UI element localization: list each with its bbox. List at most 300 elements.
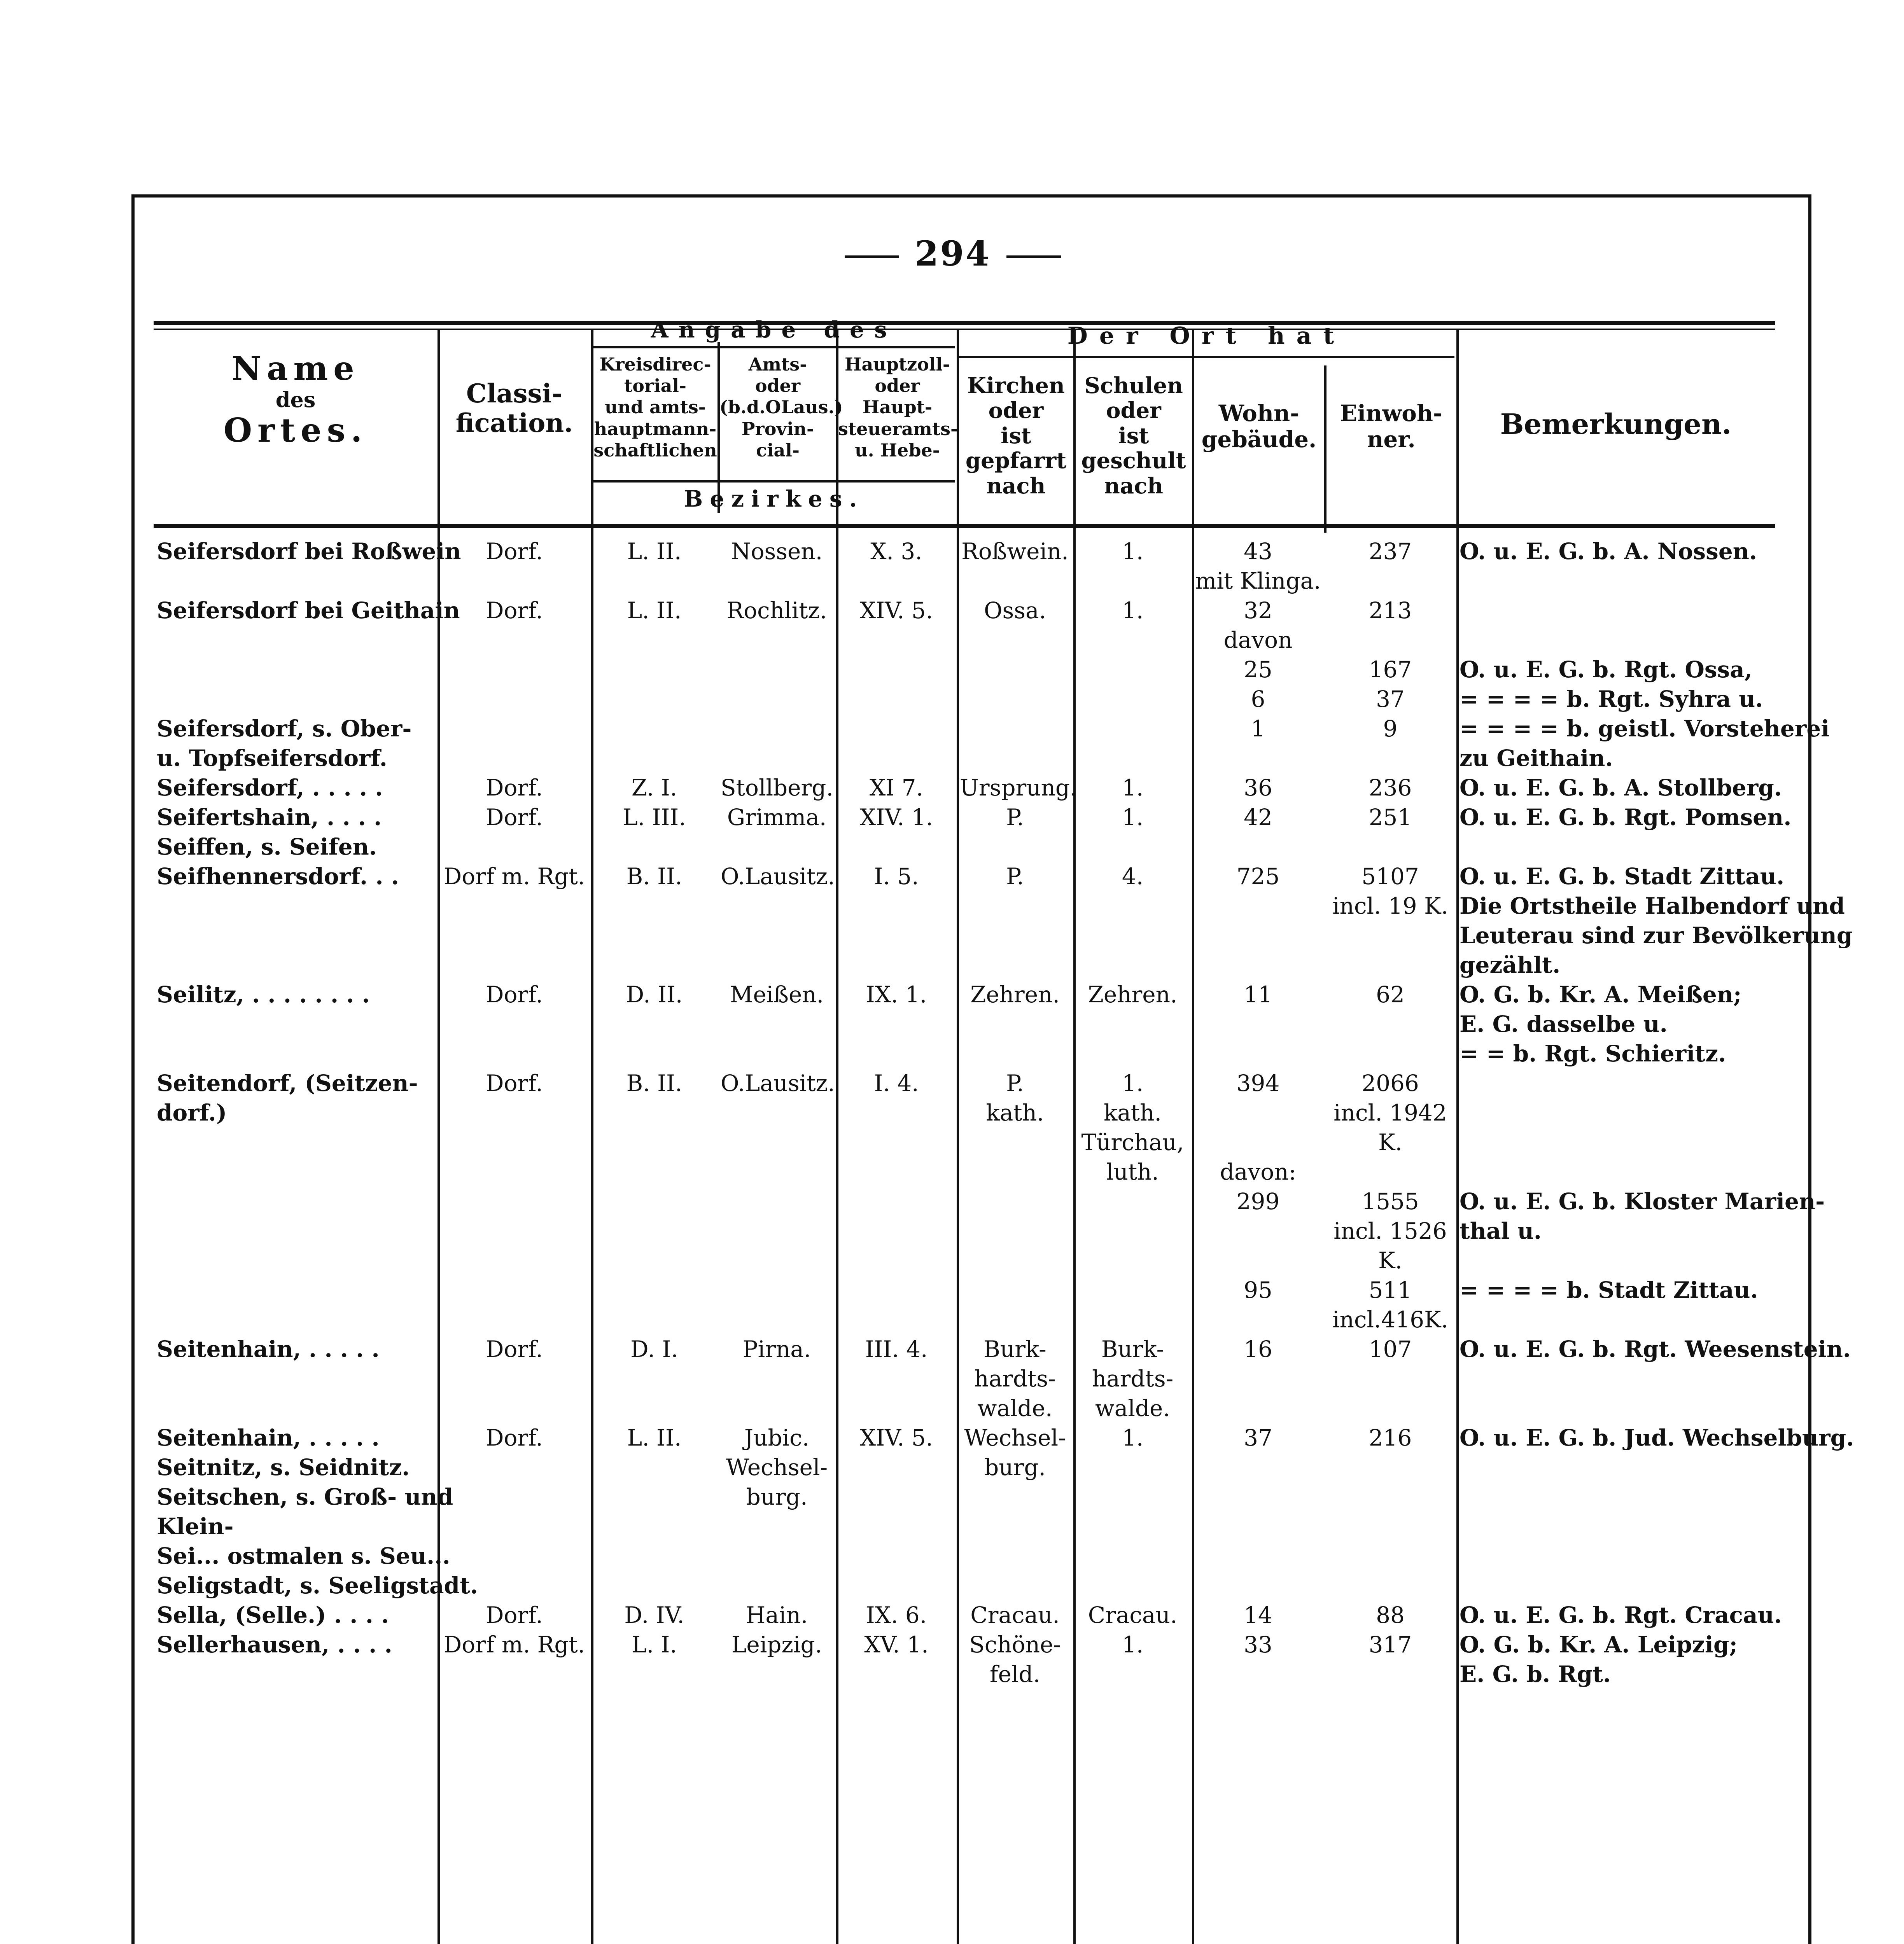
bemerkung-cell: = = b. Rgt. Schieritz.: [1460, 1040, 1726, 1067]
amts-cell: [718, 1246, 836, 1275]
einwohner-cell: 2066: [1362, 1070, 1419, 1096]
kreis-cell: [591, 655, 718, 684]
kirchen-cell: Zehren.: [970, 981, 1060, 1008]
amts-cell: Leipzig.: [731, 1631, 822, 1658]
einwohner-cell: 317: [1368, 1631, 1412, 1658]
classification-cell: [438, 1128, 591, 1157]
bemerkung-cell: [1456, 1157, 1775, 1187]
table-row: [154, 684, 1775, 714]
schulen-cell: Cracau.: [1088, 1602, 1178, 1628]
place-name-cell: [154, 1187, 438, 1216]
kreis-cell: Z. I.: [631, 774, 677, 801]
amts-cell: [718, 1364, 836, 1393]
wohngebaeude-cell: [1192, 921, 1324, 950]
kreis-cell: [591, 1039, 718, 1068]
kirchen-cell: [957, 1157, 1073, 1187]
haupt-cell: [836, 1128, 957, 1157]
table-row: [154, 1482, 1775, 1512]
place-name-cell: Seligstadt, s. Seeligstadt.: [157, 1572, 478, 1599]
header-rule-bottom: [154, 524, 1775, 528]
wohngebaeude-cell: 95: [1244, 1277, 1272, 1303]
place-name-cell: [154, 1157, 438, 1187]
classification-cell: [438, 1246, 591, 1275]
place-name-cell: Seiffen, s. Seifen.: [157, 834, 377, 860]
kreis-cell: D. I.: [630, 1336, 678, 1362]
table-row: [154, 714, 1775, 743]
header-name: Name des Ortes.: [223, 349, 368, 449]
amts-cell: [718, 684, 836, 714]
einwohner-cell: [1324, 743, 1456, 773]
classification-cell: [438, 743, 591, 773]
amts-cell: O.Lausitz.: [721, 1070, 835, 1096]
header-schulen: Schulen oder ist geschult nach: [1081, 373, 1186, 499]
amts-cell: Rochlitz.: [726, 597, 827, 624]
classification-cell: [438, 625, 591, 655]
schulen-cell: [1073, 1305, 1192, 1334]
bemerkung-cell: O. u. E. G. b. Jud. Wechselburg.: [1460, 1425, 1854, 1451]
table-row: [154, 1423, 1775, 1453]
classification-cell: Dorf.: [486, 804, 543, 830]
schulen-cell: 1.: [1122, 538, 1144, 565]
table-row: [154, 862, 1775, 891]
bemerkung-cell: zu Geithain.: [1460, 745, 1613, 771]
wohngebaeude-cell: 6: [1251, 686, 1265, 712]
table-row: [154, 802, 1775, 832]
kreis-cell: [591, 1216, 718, 1246]
place-name-cell: Seifersdorf, . . . . .: [157, 774, 383, 801]
place-name-cell: Sella, (Selle.) . . . .: [157, 1602, 389, 1628]
wohngebaeude-cell: [1192, 950, 1324, 980]
kreis-cell: [591, 832, 718, 862]
table-row: [154, 832, 1775, 862]
schulen-cell: [1073, 1541, 1192, 1571]
schulen-cell: Zehren.: [1088, 981, 1178, 1008]
wohngebaeude-cell: [1192, 1009, 1324, 1039]
kirchen-cell: [957, 1246, 1073, 1275]
place-name-cell: [154, 1393, 438, 1423]
schulen-cell: [1073, 832, 1192, 862]
table-row: [154, 625, 1775, 655]
haupt-cell: [836, 1364, 957, 1393]
header-wohn: Wohn- gebäude.: [1201, 400, 1317, 453]
classification-cell: [438, 1187, 591, 1216]
amts-cell: [718, 1512, 836, 1541]
haupt-cell: XIV. 5.: [859, 1425, 933, 1451]
bemerkung-cell: O. G. b. Kr. A. Leipzig;: [1460, 1631, 1738, 1658]
amts-cell: [718, 1659, 836, 1689]
haupt-cell: [836, 1098, 957, 1128]
einwohner-cell: 511: [1368, 1277, 1412, 1303]
einwohner-cell: [1324, 1482, 1456, 1512]
table-row: [154, 1512, 1775, 1541]
amts-cell: Grimma.: [727, 804, 827, 830]
classification-cell: [438, 1275, 591, 1305]
wohngebaeude-cell: [1192, 832, 1324, 862]
table-row: [154, 1541, 1775, 1571]
wohngebaeude-cell: [1192, 1246, 1324, 1275]
table-row: [154, 1039, 1775, 1068]
haupt-cell: [836, 1541, 957, 1571]
wohngebaeude-cell: 394: [1236, 1070, 1280, 1096]
kirchen-cell: [957, 1305, 1073, 1334]
table-row: [154, 1305, 1775, 1334]
amts-cell: [718, 950, 836, 980]
wohngebaeude-cell: 725: [1236, 863, 1280, 890]
bemerkung-cell: [1456, 596, 1775, 625]
classification-cell: Dorf.: [486, 597, 543, 624]
classification-cell: [438, 832, 591, 862]
haupt-cell: [836, 950, 957, 980]
bemerkung-cell: E. G. dasselbe u.: [1460, 1011, 1668, 1037]
wohngebaeude-cell: [1192, 1453, 1324, 1482]
wohngebaeude-cell: [1192, 1541, 1324, 1571]
place-name-cell: [154, 950, 438, 980]
wohngebaeude-cell: 25: [1244, 656, 1272, 683]
kirchen-cell: burg.: [984, 1454, 1046, 1481]
table-row: [154, 1098, 1775, 1128]
kirchen-cell: [957, 714, 1073, 743]
haupt-cell: [836, 655, 957, 684]
kirchen-cell: [957, 1128, 1073, 1157]
place-name-cell: [154, 1039, 438, 1068]
wohngebaeude-cell: [1192, 1393, 1324, 1423]
kirchen-cell: Ossa.: [984, 597, 1046, 624]
einwohner-cell: K.: [1378, 1129, 1402, 1156]
header-kreis: Kreisdirec- torial- und amts- hauptmann- schaftlichen: [593, 354, 717, 461]
kreis-cell: [591, 921, 718, 950]
schulen-cell: [1073, 1659, 1192, 1689]
table-row: [154, 596, 1775, 625]
place-name-cell: [154, 1305, 438, 1334]
schulen-cell: [1073, 1571, 1192, 1600]
bemerkung-cell: O. u. E. G. b. A. Stollberg.: [1460, 774, 1782, 801]
kreis-cell: B. II.: [626, 863, 682, 890]
schulen-cell: 1.: [1122, 774, 1144, 801]
haupt-cell: X. 3.: [870, 538, 922, 565]
schulen-cell: [1073, 1275, 1192, 1305]
haupt-cell: [836, 1216, 957, 1246]
schulen-cell: walde.: [1095, 1395, 1170, 1421]
schulen-cell: [1073, 1482, 1192, 1512]
schulen-cell: 1.: [1122, 1070, 1144, 1096]
kirchen-cell: hardts-: [974, 1365, 1056, 1392]
bemerkung-cell: thal u.: [1460, 1218, 1542, 1244]
kreis-cell: [591, 1482, 718, 1512]
amts-cell: [718, 1541, 836, 1571]
haupt-cell: [836, 891, 957, 921]
place-name-cell: dorf.): [157, 1100, 227, 1126]
bemerkung-cell: Die Ortstheile Halbendorf und: [1460, 893, 1845, 919]
table-row: [154, 1009, 1775, 1039]
amts-cell: Nossen.: [731, 538, 823, 565]
haupt-cell: [836, 1393, 957, 1423]
schulen-cell: [1073, 1453, 1192, 1482]
kreis-cell: [591, 1187, 718, 1216]
kreis-cell: [591, 684, 718, 714]
place-name-cell: [154, 1246, 438, 1275]
kirchen-cell: [957, 891, 1073, 921]
classification-cell: [438, 684, 591, 714]
haupt-cell: XIV. 1.: [859, 804, 933, 830]
einwohner-cell: 216: [1368, 1425, 1412, 1451]
kreis-cell: [591, 1393, 718, 1423]
amts-cell: [718, 566, 836, 596]
schulen-cell: 4.: [1122, 863, 1144, 890]
wohngebaeude-cell: [1192, 1364, 1324, 1393]
place-name-cell: Seitnitz, s. Seidnitz.: [157, 1454, 410, 1481]
table-row: [154, 1216, 1775, 1246]
kreis-cell: [591, 1364, 718, 1393]
kirchen-cell: [957, 1039, 1073, 1068]
kirchen-cell: Burk-: [984, 1336, 1046, 1362]
einwohner-cell: [1324, 1393, 1456, 1423]
einwohner-cell: [1324, 1039, 1456, 1068]
place-name-cell: Seifersdorf bei Roßwein: [157, 538, 461, 565]
classification-cell: [438, 1305, 591, 1334]
kreis-cell: [591, 1275, 718, 1305]
schulen-cell: [1073, 684, 1192, 714]
classification-cell: [438, 1364, 591, 1393]
wohngebaeude-cell: 299: [1236, 1188, 1280, 1215]
haupt-cell: [836, 714, 957, 743]
table-row: [154, 1364, 1775, 1393]
wohngebaeude-cell: [1192, 1305, 1324, 1334]
header-classification: Classi- fication.: [455, 378, 573, 438]
kreis-cell: [591, 1246, 718, 1275]
einwohner-cell: [1324, 1512, 1456, 1541]
wohngebaeude-cell: davon: [1223, 627, 1293, 653]
wohngebaeude-cell: [1192, 1039, 1324, 1068]
kirchen-cell: [957, 1216, 1073, 1246]
place-name-cell: Seitenhain, . . . . .: [157, 1425, 380, 1451]
kreis-cell: B. II.: [626, 1070, 682, 1096]
bemerkung-cell: O. u. E. G. b. Stadt Zittau.: [1460, 863, 1785, 890]
bemerkung-cell: [1456, 1453, 1775, 1482]
haupt-cell: I. 5.: [874, 863, 919, 890]
kirchen-cell: P.: [1006, 863, 1024, 890]
classification-cell: [438, 1216, 591, 1246]
haupt-cell: [836, 1246, 957, 1275]
place-name-cell: Seitschen, s. Groß- und: [157, 1484, 453, 1510]
amts-cell: Wechsel-: [726, 1454, 828, 1481]
table-row: [154, 1600, 1775, 1630]
bemerkung-cell: O. u. E. G. b. Rgt. Pomsen.: [1460, 804, 1792, 830]
place-name-cell: [154, 1128, 438, 1157]
amts-cell: [718, 1009, 836, 1039]
einwohner-cell: incl.416K.: [1332, 1306, 1448, 1333]
haupt-cell: III. 4.: [865, 1336, 928, 1362]
haupt-cell: [836, 1009, 957, 1039]
schulen-cell: 1.: [1122, 597, 1144, 624]
wohngebaeude-cell: 36: [1244, 774, 1272, 801]
bemerkung-cell: [1456, 1364, 1775, 1393]
kreis-cell: [591, 566, 718, 596]
einwohner-cell: [1324, 625, 1456, 655]
kreis-cell: [591, 1453, 718, 1482]
schulen-cell: Burk-: [1101, 1336, 1164, 1362]
schulen-cell: [1073, 1512, 1192, 1541]
table-row: [154, 1128, 1775, 1157]
place-name-cell: [154, 566, 438, 596]
einwohner-cell: 1555: [1362, 1188, 1419, 1215]
header-kirchen: Kirchen oder ist gepfarrt nach: [965, 373, 1067, 499]
amts-cell: burg.: [746, 1484, 808, 1510]
haupt-cell: I. 4.: [874, 1070, 919, 1096]
classification-cell: Dorf.: [486, 538, 543, 565]
einwohner-cell: 5107: [1362, 863, 1419, 890]
schulen-cell: [1073, 950, 1192, 980]
schulen-cell: hardts-: [1092, 1365, 1174, 1392]
wohngebaeude-cell: 33: [1244, 1631, 1272, 1658]
einwohner-cell: incl. 1526: [1334, 1218, 1447, 1244]
schulen-cell: [1073, 625, 1192, 655]
kreis-cell: [591, 1512, 718, 1541]
kreis-cell: L. II.: [627, 538, 682, 565]
table-row: [154, 921, 1775, 950]
table-row: [154, 1334, 1775, 1364]
einwohner-cell: [1324, 832, 1456, 862]
kirchen-cell: kath.: [986, 1100, 1044, 1126]
table-row: [154, 655, 1775, 684]
wohngebaeude-cell: [1192, 1128, 1324, 1157]
classification-cell: [438, 566, 591, 596]
table-row: [154, 1275, 1775, 1305]
wohngebaeude-cell: 37: [1244, 1425, 1272, 1451]
kirchen-cell: Roßwein.: [961, 538, 1069, 565]
wohngebaeude-cell: [1192, 1659, 1324, 1689]
kreis-cell: [591, 1009, 718, 1039]
amts-cell: [718, 1157, 836, 1187]
table-row: [154, 537, 1775, 566]
table-row: [154, 891, 1775, 921]
einwohner-cell: [1324, 1009, 1456, 1039]
classification-cell: Dorf.: [486, 774, 543, 801]
kirchen-cell: walde.: [977, 1395, 1053, 1421]
place-name-cell: Seifhennersdorf. . .: [157, 863, 399, 890]
place-name-cell: Seitenhain, . . . . .: [157, 1336, 380, 1362]
wohngebaeude-cell: [1192, 1512, 1324, 1541]
kreis-cell: D. II.: [626, 981, 683, 1008]
amts-cell: Jubic.: [744, 1425, 810, 1451]
wohngebaeude-cell: 14: [1244, 1602, 1272, 1628]
bemerkung-cell: [1456, 1068, 1775, 1098]
bemerkung-cell: [1456, 832, 1775, 862]
classification-cell: [438, 714, 591, 743]
haupt-cell: [836, 566, 957, 596]
haupt-cell: [836, 743, 957, 773]
schulen-cell: Türchau,: [1081, 1129, 1184, 1156]
wohngebaeude-cell: [1192, 1482, 1324, 1512]
header-bemerkungen: Bemerkungen.: [1500, 407, 1732, 441]
bemerkung-cell: [1456, 1571, 1775, 1600]
header-group-angabe: Angabe des: [651, 316, 897, 343]
haupt-cell: XI 7.: [870, 774, 923, 801]
place-name-cell: [154, 1216, 438, 1246]
data-table: [154, 537, 1854, 1689]
classification-cell: [438, 1157, 591, 1187]
kreis-cell: [591, 1571, 718, 1600]
schulen-cell: 1.: [1122, 1425, 1144, 1451]
kirchen-cell: P.: [1006, 1070, 1024, 1096]
schulen-cell: 1.: [1122, 1631, 1144, 1658]
kreis-cell: L. III.: [623, 804, 686, 830]
place-name-cell: [154, 625, 438, 655]
kreis-cell: [591, 625, 718, 655]
kreis-cell: L. II.: [627, 597, 682, 624]
kreis-cell: [591, 1128, 718, 1157]
einwohner-cell: [1324, 1364, 1456, 1393]
haupt-cell: [836, 1512, 957, 1541]
kirchen-cell: [957, 1571, 1073, 1600]
kirchen-cell: [957, 832, 1073, 862]
classification-cell: [438, 1482, 591, 1512]
bemerkung-cell: gezählt.: [1460, 952, 1561, 978]
schulen-cell: [1073, 1216, 1192, 1246]
kreis-cell: [591, 1157, 718, 1187]
haupt-cell: IX. 1.: [866, 981, 927, 1008]
bemerkung-cell: = = = = b. Stadt Zittau.: [1460, 1277, 1758, 1303]
schulen-cell: luth.: [1106, 1159, 1159, 1185]
kirchen-cell: [957, 566, 1073, 596]
kirchen-cell: [957, 1187, 1073, 1216]
kirchen-cell: Cracau.: [970, 1602, 1060, 1628]
place-name-cell: u. Topfseifersdorf.: [157, 745, 387, 771]
classification-cell: Dorf m. Rgt.: [443, 863, 585, 890]
schulen-cell: [1073, 1039, 1192, 1068]
schulen-cell: [1073, 566, 1192, 596]
haupt-cell: [836, 625, 957, 655]
einwohner-cell: 88: [1376, 1602, 1405, 1628]
bemerkung-cell: [1456, 625, 1775, 655]
einwohner-cell: 213: [1368, 597, 1412, 624]
classification-cell: [438, 1453, 591, 1482]
haupt-cell: XV. 1.: [864, 1631, 929, 1658]
place-name-cell: Seilitz, . . . . . . . .: [157, 981, 370, 1008]
amts-cell: [718, 832, 836, 862]
bemerkung-cell: = = = = b. geistl. Vorsteherei: [1460, 715, 1830, 742]
place-name-cell: Seifertshain, . . . .: [157, 804, 382, 830]
schulen-cell: [1073, 743, 1192, 773]
place-name-cell: [154, 1364, 438, 1393]
bemerkung-cell: O. G. b. Kr. A. Meißen;: [1460, 981, 1742, 1008]
classification-cell: [438, 1393, 591, 1423]
haupt-cell: [836, 1039, 957, 1068]
table-row: [154, 980, 1775, 1009]
bemerkung-cell: O. u. E. G. b. A. Nossen.: [1460, 538, 1757, 565]
header-einw: Einwoh- ner.: [1340, 400, 1443, 453]
kirchen-cell: [957, 625, 1073, 655]
haupt-cell: [836, 1187, 957, 1216]
kreis-cell: [591, 1098, 718, 1128]
kreis-cell: L. II.: [627, 1425, 682, 1451]
bemerkung-cell: [1456, 1393, 1775, 1423]
place-name-cell: Sellerhausen, . . . .: [157, 1631, 392, 1658]
place-name-cell: Seitendorf, (Seitzen-: [157, 1070, 418, 1096]
kreis-cell: [591, 1305, 718, 1334]
einwohner-cell: [1324, 950, 1456, 980]
table-row: [154, 1187, 1775, 1216]
kirchen-cell: [957, 1275, 1073, 1305]
haupt-cell: [836, 1275, 957, 1305]
einwohner-cell: K.: [1378, 1247, 1402, 1274]
einwohner-cell: 167: [1368, 656, 1412, 683]
bemerkung-cell: = = = = b. Rgt. Syhra u.: [1460, 686, 1763, 712]
einwohner-cell: [1324, 1541, 1456, 1571]
haupt-cell: [836, 1157, 957, 1187]
table-row: [154, 1068, 1775, 1098]
amts-cell: [718, 655, 836, 684]
amts-cell: [718, 1098, 836, 1128]
